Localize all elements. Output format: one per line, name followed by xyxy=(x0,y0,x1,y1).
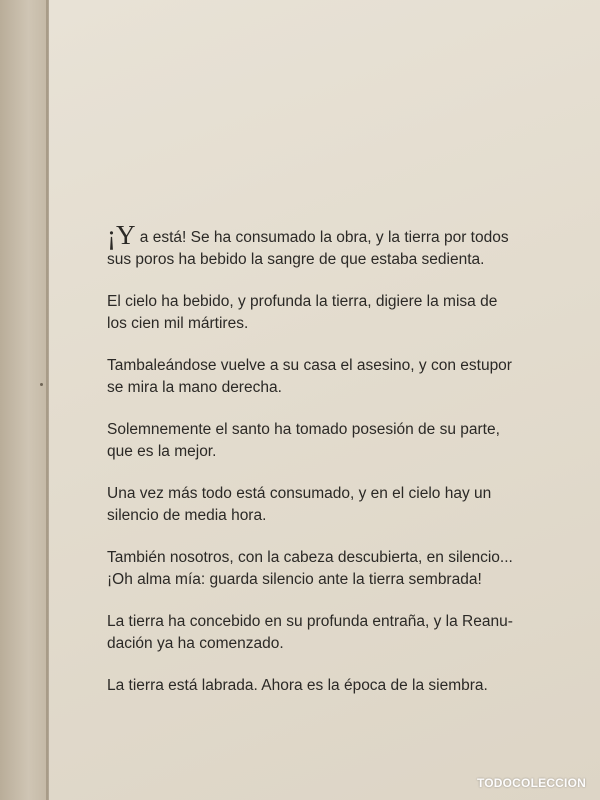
text-line: Una vez más todo está consumado, y en el cielo hay un xyxy=(107,485,492,502)
paper-speck xyxy=(40,383,43,386)
text-line: Solemnemente el santo ha tomado posesión de su parte, xyxy=(107,421,500,438)
paragraph-7 xyxy=(107,611,527,655)
text-line: se mira la mano derecha. xyxy=(107,379,282,396)
facing-page-edge xyxy=(0,0,48,800)
text-line: El cielo ha bebido, y profunda la tierra, digiere la misa de xyxy=(107,293,498,310)
text-line: los cien mil mártires. xyxy=(107,315,249,332)
paragraph-4 xyxy=(107,419,527,463)
paragraph-8 xyxy=(107,675,527,697)
body-text xyxy=(107,220,527,717)
text-line: La tierra ha concebido en su profunda entraña, y la Reanu- xyxy=(107,613,513,630)
paragraph-5 xyxy=(107,483,527,527)
text-line: También nosotros, con la cabeza descubierta, en silencio... xyxy=(107,549,513,566)
book-page xyxy=(49,0,600,800)
text-line: ¡Y a está! Se ha consumado la obra, y la tierra por todos xyxy=(107,220,509,250)
text-line: silencio de media hora. xyxy=(107,507,267,524)
paragraph-2 xyxy=(107,291,527,335)
text-line: Tambaleándose vuelve a su casa el asesino, y con estupor xyxy=(107,357,512,374)
drop-cap: ¡Y xyxy=(107,220,136,250)
paragraph-6 xyxy=(107,547,527,591)
paragraph-3 xyxy=(107,355,527,399)
text-line: que es la mejor. xyxy=(107,443,217,460)
text-line: sus poros ha bebido la sangre de que estaba sedienta. xyxy=(107,251,485,268)
paragraph-1 xyxy=(107,220,527,271)
text-line: ¡Oh alma mía: guarda silencio ante la tierra sembrada! xyxy=(107,571,482,588)
text-line: La tierra está labrada. Ahora es la época de la siembra. xyxy=(107,677,488,694)
watermark-logo: TODOCOLECCION xyxy=(476,776,586,790)
text-line: dación ya ha comenzado. xyxy=(107,635,284,652)
